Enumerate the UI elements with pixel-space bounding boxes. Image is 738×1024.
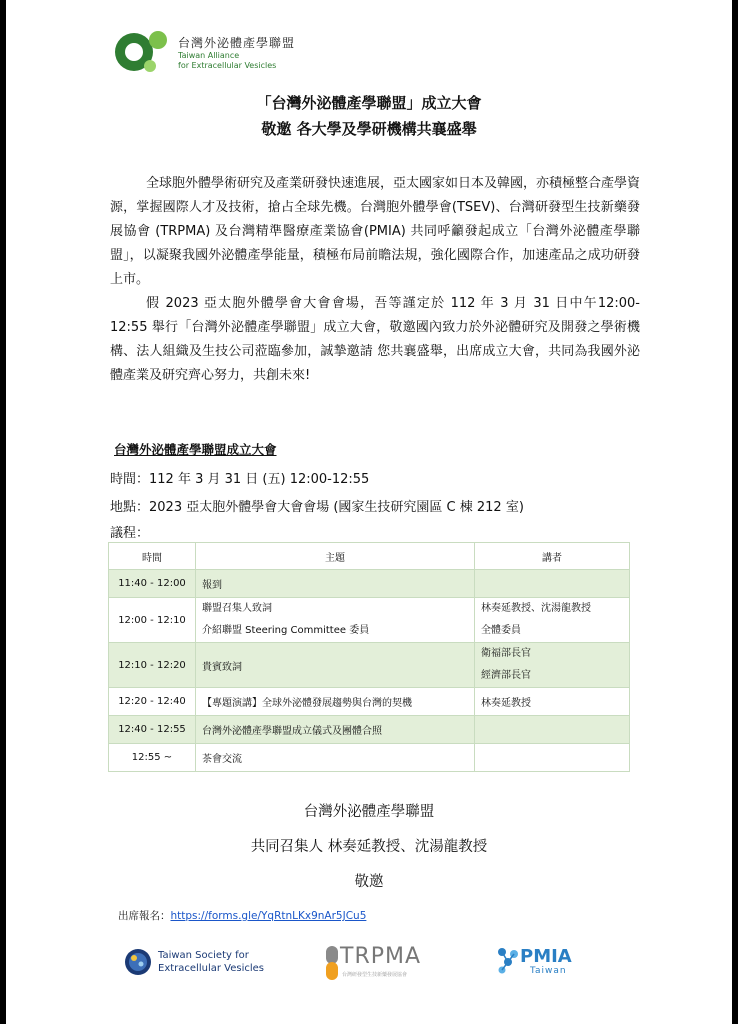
agenda-speaker (475, 744, 630, 772)
agenda-topic: 台灣外泌體產學聯盟成立儀式及團體合照 (196, 716, 475, 744)
agenda-topic: 【專題演講】全球外泌體發展趨勢與台灣的契機 (196, 688, 475, 716)
registration (118, 908, 366, 923)
agenda-time: 12:40 - 12:55 (109, 716, 196, 744)
agenda-speaker: 林奏延教授 (475, 688, 630, 716)
agenda-speaker-line: 林奏延教授、沈湯龍教授 (481, 603, 591, 614)
agenda-time: 12:20 - 12:40 (109, 688, 196, 716)
alliance-logo-icon (114, 24, 174, 76)
body-paragraph-1: 全球胞外體學術研究及產業研發快速進展，亞太國家如日本及韓國，亦積極整合產學資源，掌握國際人才及技術，搶占全球先機。台灣胞外體學會(TSEV)、台灣研發型生技新藥發展協會 (TRPMA) 及台灣精準醫療產業協會(PMIA) 共同呼籲發起成立「台灣外泌體產學聯盟」，以凝聚我國外泌體產學能量，積極布局前瞻法規，強化國際合作，加速產品之成功研發上市。 (110, 176, 641, 287)
title-line-1: 「台灣外泌體產學聯盟」成立大會 (256, 94, 482, 112)
closing-conveners: 共同召集人 林奏延教授、沈湯龍教授 (250, 839, 488, 855)
agenda-speaker-line: 衛福部長官 (481, 648, 531, 659)
closing-invite: 敬邀 (354, 874, 384, 890)
document-page (6, 0, 732, 1024)
title-line-2: 敬邀 各大學及學研機構共襄盛舉 (261, 120, 477, 138)
agenda-row (109, 570, 630, 598)
agenda-row (109, 688, 630, 716)
agenda-speaker (475, 570, 630, 598)
sponsor-pmia (494, 942, 584, 982)
event-time: 時間：112 年 3 月 31 日 (五) 12:00-12:55 (110, 472, 370, 487)
invitation-body (110, 172, 640, 388)
agenda-speaker-line: 經濟部長官 (481, 670, 531, 681)
agenda-speaker (475, 598, 630, 643)
agenda-time: 12:00 - 12:10 (109, 598, 196, 643)
event-heading: 台灣外泌體產學聯盟成立大會 (114, 442, 277, 457)
agenda-time: 12:10 - 12:20 (109, 643, 196, 688)
tsev-logo-icon (124, 948, 152, 976)
trpma-subtitle: 台灣研發型生技新藥發展協會 (342, 972, 408, 978)
closing-org: 台灣外泌體產學聯盟 (303, 804, 435, 820)
tsev-name-line1: Taiwan Society for (158, 950, 249, 961)
logo-org-en-line2: for Extracellular Vesicles (178, 61, 277, 70)
tsev-name (158, 949, 264, 975)
agenda-row (109, 744, 630, 772)
logo-org-zh: 台灣外泌體產學聯盟 (178, 36, 296, 50)
agenda-topic-line: 介紹聯盟 Steering Committee 委員 (202, 625, 370, 636)
agenda-topic-line: 聯盟召集人致詞 (202, 603, 272, 614)
agenda-speaker (475, 716, 630, 744)
sponsor-trpma (320, 942, 440, 982)
agenda-speaker (475, 643, 630, 688)
agenda-time: 12:55 ~ (109, 744, 196, 772)
agenda-topic: 貴賓致詞 (196, 643, 475, 688)
logo-org-en-line1: Taiwan Alliance (178, 51, 240, 60)
agenda-label: 議程： (110, 526, 150, 541)
agenda-topic (196, 598, 475, 643)
agenda-header-time: 時間 (109, 543, 196, 570)
agenda-header-speaker: 講者 (475, 543, 630, 570)
alliance-logo (114, 24, 314, 76)
agenda-table (108, 542, 630, 772)
trpma-name: TRPMA (340, 944, 422, 969)
agenda-topic: 茶會交流 (196, 744, 475, 772)
agenda-header-topic: 主題 (196, 543, 475, 570)
agenda-row (109, 598, 630, 643)
registration-link[interactable]: https://forms.gle/YqRtnLKx9nAr5JCu5 (170, 910, 367, 922)
body-paragraph-2: 假 2023 亞太胞外體學會大會會場，吾等謹定於 112 年 3 月 31 日中午12:00-12:55 舉行「台灣外泌體產學聯盟」成立大會，敬邀國內致力於外泌體研究及開發之學術機構、法人組織及生技公司蒞臨參加，誠摯邀請 您共襄盛舉，出席成立大會，共同為我國外泌體產業及研究齊心努力，共創未來! (110, 296, 640, 383)
pmia-subtitle: Taiwan (530, 966, 567, 976)
agenda-time: 11:40 - 12:00 (109, 570, 196, 598)
trpma-logo-icon (324, 946, 340, 982)
sponsor-tsev (124, 942, 284, 982)
pmia-name: PMIA (520, 946, 572, 967)
event-place: 地點：2023 亞太胞外體學會大會會場 (國家生技研究園區 C 棟 212 室) (110, 500, 524, 515)
logo-org-en (178, 51, 276, 71)
registration-label: 出席報名： (118, 910, 171, 922)
agenda-row (109, 716, 630, 744)
agenda-speaker-line: 全體委員 (481, 625, 521, 636)
agenda-header-row (109, 543, 630, 570)
tsev-name-line2: Extracellular Vesicles (158, 963, 264, 974)
agenda-topic: 報到 (196, 570, 475, 598)
pmia-logo-icon (496, 946, 520, 974)
agenda-row (109, 643, 630, 688)
